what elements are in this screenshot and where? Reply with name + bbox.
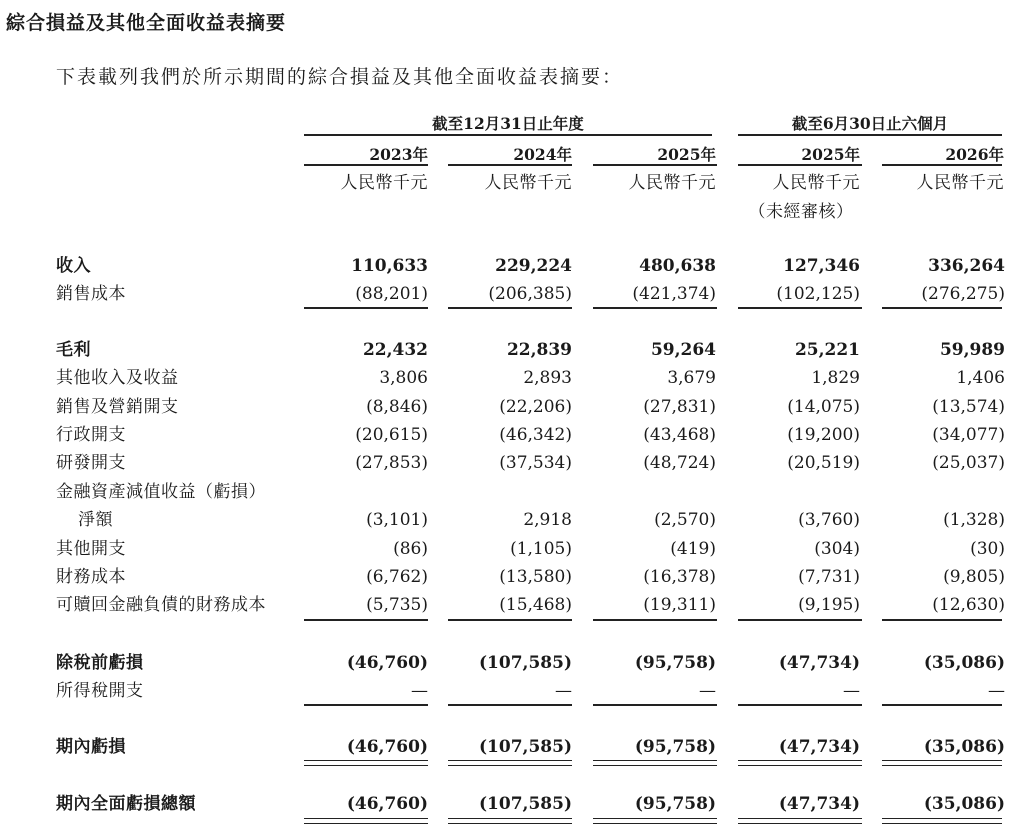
row-label: 銷售成本 — [56, 284, 126, 304]
unit-label: 人民幣千元 — [772, 173, 860, 193]
cell-value: (12,630) — [932, 595, 1005, 615]
cell-value: (20,519) — [787, 453, 860, 473]
cell-value: (107,585) — [479, 794, 572, 814]
row-label: 毛利 — [56, 340, 91, 360]
cell-value: 127,346 — [783, 256, 860, 276]
cell-value: 3,679 — [667, 368, 716, 388]
year-underline — [304, 164, 428, 166]
cell-value: (48,724) — [643, 453, 716, 473]
cell-value: (19,200) — [787, 425, 860, 445]
cell-value: (276,275) — [921, 284, 1005, 304]
total-double-rule — [304, 818, 428, 824]
intro-text: 下表載列我們於所示期間的綜合損益及其他全面收益表摘要： — [56, 66, 624, 88]
year-header: 2025年 — [801, 145, 860, 164]
cell-value: (3,760) — [798, 510, 860, 530]
cell-value: (9,195) — [798, 595, 860, 615]
table-row — [0, 395, 1014, 419]
subtotal-rule — [882, 704, 1002, 706]
subtotal-rule — [304, 619, 428, 621]
cell-value: 2,918 — [523, 510, 572, 530]
table-row — [0, 537, 1014, 561]
cell-value: (95,758) — [634, 737, 716, 757]
subtotal-rule — [304, 307, 428, 309]
total-double-rule — [593, 818, 717, 824]
table-row — [0, 679, 1014, 703]
cell-value: (8,846) — [366, 397, 428, 417]
cell-value: (95,758) — [634, 653, 716, 673]
subtotal-rule — [738, 704, 862, 706]
row-label: 金融資產減值收益（虧損） — [56, 482, 266, 502]
group-header-six-months: 截至6月30日止六個月 — [791, 114, 949, 133]
table-row — [0, 651, 1014, 675]
row-label: 淨額 — [78, 510, 113, 530]
table-row — [0, 366, 1014, 390]
cell-value: — — [843, 681, 860, 701]
year-underline — [448, 164, 572, 166]
row-label: 可贖回金融負債的財務成本 — [56, 595, 266, 615]
cell-value: 22,839 — [506, 340, 572, 360]
cell-value: (25,037) — [932, 453, 1005, 473]
cell-value: — — [699, 681, 716, 701]
subtotal-rule — [738, 307, 862, 309]
total-double-rule — [304, 760, 428, 766]
subtotal-rule — [882, 619, 1002, 621]
year-header: 2024年 — [513, 145, 572, 164]
table-row — [0, 451, 1014, 475]
table-row — [0, 508, 1014, 532]
cell-value: (43,468) — [643, 425, 716, 445]
cell-value: (3,101) — [366, 510, 428, 530]
table-row — [0, 565, 1014, 589]
year-header: 2023年 — [369, 145, 428, 164]
cell-value: (47,734) — [778, 794, 860, 814]
subtotal-rule — [593, 307, 717, 309]
cell-value: — — [555, 681, 572, 701]
row-label: 所得稅開支 — [56, 681, 144, 701]
year-underline — [738, 164, 862, 166]
cell-value: 110,633 — [351, 256, 428, 276]
table-row — [0, 480, 1014, 504]
total-double-rule — [738, 760, 862, 766]
cell-value: 59,989 — [939, 340, 1005, 360]
cell-value: 3,806 — [379, 368, 428, 388]
table-row — [0, 423, 1014, 447]
cell-value: 480,638 — [639, 256, 716, 276]
row-label: 除稅前虧損 — [56, 653, 144, 673]
cell-value: 229,224 — [495, 256, 572, 276]
table-row — [0, 254, 1014, 278]
cell-value: (206,385) — [488, 284, 572, 304]
row-label: 其他開支 — [56, 539, 126, 559]
cell-value: 59,264 — [650, 340, 716, 360]
subtotal-rule — [448, 307, 572, 309]
row-label: 財務成本 — [56, 567, 126, 587]
total-double-rule — [593, 760, 717, 766]
row-label: 期內虧損 — [56, 737, 126, 757]
row-label: 期內全面虧損總額 — [56, 794, 196, 814]
cell-value: (47,734) — [778, 653, 860, 673]
cell-value: — — [411, 681, 428, 701]
cell-value: (35,086) — [923, 794, 1005, 814]
total-double-rule — [448, 760, 572, 766]
cell-value: (46,760) — [346, 794, 428, 814]
table-row — [0, 735, 1014, 759]
row-label: 行政開支 — [56, 425, 126, 445]
subtotal-rule — [738, 619, 862, 621]
cell-value: (16,378) — [643, 567, 716, 587]
cell-value: (27,853) — [355, 453, 428, 473]
year-header: 2025年 — [657, 145, 716, 164]
group-underline-six-months — [738, 134, 1002, 136]
subtotal-rule — [882, 307, 1002, 309]
table-row — [0, 792, 1014, 816]
cell-value: — — [988, 681, 1005, 701]
cell-value: (9,805) — [943, 567, 1005, 587]
cell-value: (15,468) — [499, 595, 572, 615]
cell-value: (46,760) — [346, 737, 428, 757]
total-double-rule — [448, 818, 572, 824]
cell-value: (86) — [393, 539, 428, 559]
cell-value: (107,585) — [479, 737, 572, 757]
cell-value: (19,311) — [643, 595, 716, 615]
subtotal-rule — [448, 619, 572, 621]
cell-value: (2,570) — [654, 510, 716, 530]
table-row — [0, 282, 1014, 306]
total-double-rule — [882, 818, 1002, 824]
cell-value: (22,206) — [499, 397, 572, 417]
cell-value: 22,432 — [362, 340, 428, 360]
group-underline-annual — [304, 134, 712, 136]
total-double-rule — [882, 760, 1002, 766]
group-header-annual: 截至12月31日止年度 — [432, 114, 584, 133]
cell-value: (30) — [970, 539, 1005, 559]
unit-label: 人民幣千元 — [628, 173, 716, 193]
subtotal-rule — [304, 704, 428, 706]
cell-value: 1,829 — [811, 368, 860, 388]
cell-value: (46,342) — [499, 425, 572, 445]
cell-value: (1,328) — [943, 510, 1005, 530]
cell-value: (1,105) — [510, 539, 572, 559]
cell-value: (37,534) — [499, 453, 572, 473]
subtotal-rule — [593, 704, 717, 706]
cell-value: (34,077) — [932, 425, 1005, 445]
total-double-rule — [738, 818, 862, 824]
cell-value: (20,615) — [355, 425, 428, 445]
cell-value: 2,893 — [523, 368, 572, 388]
row-label: 收入 — [56, 256, 91, 276]
cell-value: 25,221 — [794, 340, 860, 360]
unit-label: 人民幣千元 — [340, 173, 428, 193]
cell-value: (419) — [670, 539, 716, 559]
cell-value: (27,831) — [643, 397, 716, 417]
cell-value: (14,075) — [787, 397, 860, 417]
cell-value: (47,734) — [778, 737, 860, 757]
row-label: 其他收入及收益 — [56, 368, 179, 388]
page-title: 綜合損益及其他全面收益表摘要 — [6, 12, 287, 34]
cell-value: (6,762) — [366, 567, 428, 587]
cell-value: (35,086) — [923, 737, 1005, 757]
cell-value: 1,406 — [956, 368, 1005, 388]
cell-value: (7,731) — [798, 567, 860, 587]
cell-value: (304) — [814, 539, 860, 559]
unit-label: 人民幣千元 — [916, 173, 1004, 193]
cell-value: (13,574) — [932, 397, 1005, 417]
cell-value: (46,760) — [346, 653, 428, 673]
unaudited-note: （未經審核） — [748, 202, 854, 222]
year-underline — [593, 164, 717, 166]
cell-value: (102,125) — [776, 284, 860, 304]
cell-value: (13,580) — [499, 567, 572, 587]
cell-value: (107,585) — [479, 653, 572, 673]
row-label: 銷售及營銷開支 — [56, 397, 179, 417]
year-header: 2026年 — [945, 145, 1004, 164]
cell-value: (421,374) — [632, 284, 716, 304]
subtotal-rule — [448, 704, 572, 706]
cell-value: (88,201) — [355, 284, 428, 304]
table-row — [0, 338, 1014, 362]
subtotal-rule — [593, 619, 717, 621]
cell-value: (95,758) — [634, 794, 716, 814]
cell-value: (5,735) — [366, 595, 428, 615]
table-row — [0, 593, 1014, 617]
unit-label: 人民幣千元 — [484, 173, 572, 193]
row-label: 研發開支 — [56, 453, 126, 473]
year-underline — [882, 164, 1002, 166]
cell-value: (35,086) — [923, 653, 1005, 673]
cell-value: 336,264 — [928, 256, 1005, 276]
